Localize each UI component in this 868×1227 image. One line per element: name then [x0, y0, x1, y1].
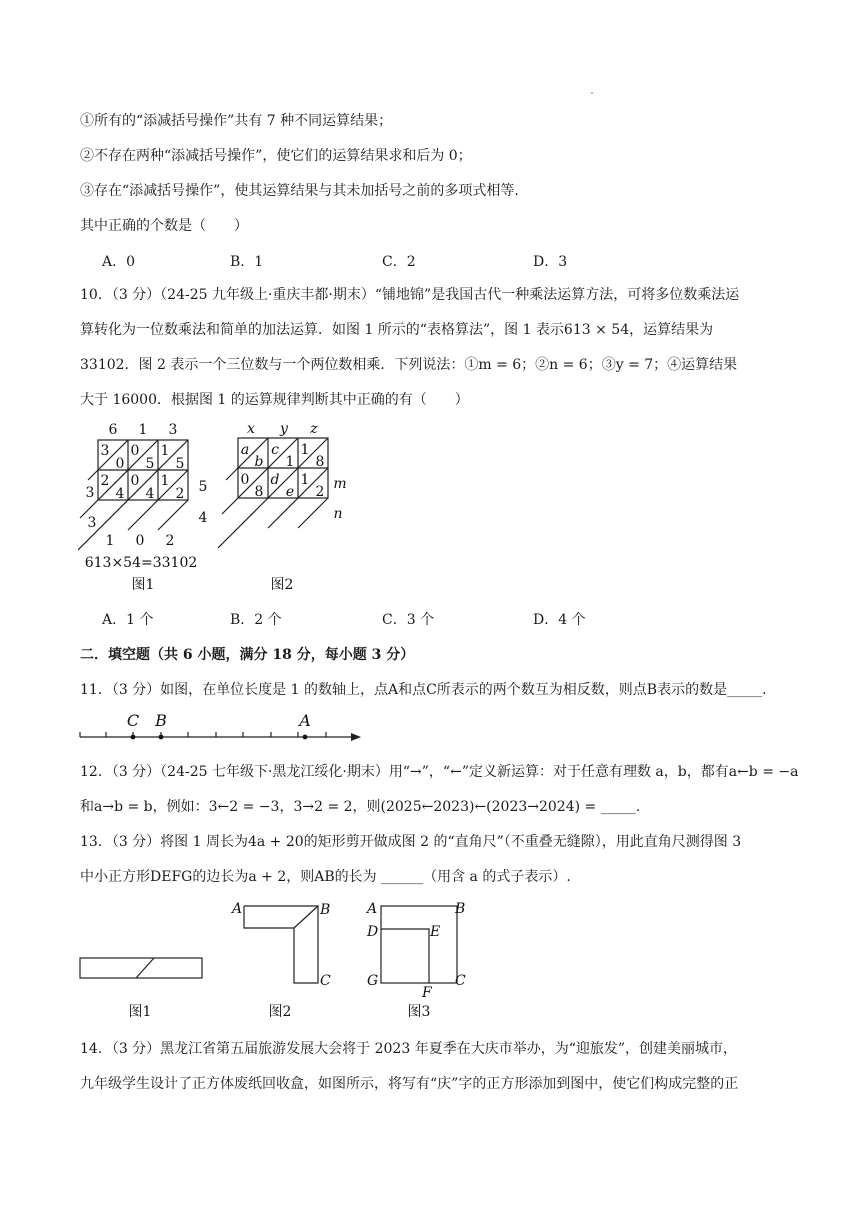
fig3-label-e: E [430, 924, 441, 940]
fig2-cell: e [285, 484, 295, 500]
fig3-label-d: D [367, 924, 379, 940]
fig2-cell: b [254, 454, 264, 470]
q14-line-1: 14．（3 分）黑龙江省第五届旅游发展大会将于 2023 年夏季在大庆市举办，为“迎旅发”，创建美丽城市， [80, 1041, 738, 1057]
fig1-left-digit: 3 [85, 485, 95, 501]
q10-line-4: 大于 16000．根据图 1 的运算规律判断其中正确的有（ ） [80, 392, 469, 408]
q10-option-a: A．1 个 [102, 612, 154, 628]
fig1-cell-digit: 2 [175, 486, 185, 502]
fig2-label-c: C [320, 973, 331, 989]
fig1-cell-digit: 4 [115, 486, 125, 502]
q13-fig3-caption: 图3 [407, 1004, 431, 1020]
fig2-label-a: A [232, 901, 243, 917]
fig2-cell: 1 [300, 442, 310, 458]
fig2-right-var: m [333, 476, 347, 492]
fig2-cell: 8 [254, 484, 264, 500]
q10-option-c: C．3 个 [382, 612, 435, 628]
fig1-right-digit: 4 [198, 510, 208, 526]
fig3-label-f: F [422, 985, 432, 1001]
fig1-cell-digit: 4 [145, 486, 155, 502]
q10-line-3: 33102．图 2 表示一个三位数与一个两位数相乘．下列说法：①m = 6；②n = 6；③y = 7；④运算结果 [80, 357, 738, 373]
q10-option-b: B．2 个 [230, 612, 282, 628]
q10-line-1: 10．（3 分）（24-25 九年级上·重庆丰都·期末）“铺地锦”是我国古代一种乘法运算方法，可将多位数乘法运 [80, 287, 740, 303]
fig1-bottom-digit: 0 [135, 533, 145, 549]
fig1-bottom-digit: 2 [165, 533, 175, 549]
fig2-cell: c [271, 442, 279, 458]
fig2-cell: d [270, 472, 280, 488]
point-c-label: C [126, 711, 140, 730]
fig2-cell: a [240, 442, 250, 458]
point-b-label: B [155, 711, 167, 730]
fig1-top-digit: 1 [138, 422, 148, 438]
fig2-caption: 图2 [270, 577, 294, 593]
fig1-right-digit: 5 [198, 479, 208, 495]
fig1-left-digit: 3 [87, 515, 97, 531]
q13-line-1: 13．（3 分）将图 1 周长为4a + 20的矩形剪开做成图 2 的“直角尺”（不重叠无缝隙），用此直角尺测得图 3 [80, 834, 742, 850]
fig1-cell-digit: 5 [145, 456, 155, 472]
fig2-cell: 2 [315, 484, 325, 500]
fig1-equation: 613×54=33102 [84, 555, 198, 571]
fig1-cell-digit: 1 [160, 473, 170, 489]
fig2-top-var: x [247, 421, 255, 437]
fig1-cell-digit: 0 [130, 443, 140, 459]
fig2-top-var: y [280, 421, 288, 437]
fig2-cell: 1 [300, 472, 310, 488]
q9-statement-1: ①所有的“添减括号操作”共有 7 种不同运算结果； [80, 113, 393, 129]
section-2-title: 二．填空题（共 6 小题，满分 18 分，每小题 3 分） [80, 647, 415, 663]
fig1-top-digit: 3 [168, 422, 178, 438]
fig3-label-g: G [367, 973, 379, 989]
q13-fig2-caption: 图2 [268, 1004, 292, 1020]
number-line [78, 708, 368, 744]
q13-line-2: 中小正方形DEFG的边长为a + 2，则AB的长为 ______（用含 a 的式子表示）. [80, 869, 571, 885]
fig1-bottom-digit: 1 [105, 533, 115, 549]
fig1-cell-digit: 0 [115, 456, 125, 472]
fig3-label-b: B [455, 901, 466, 917]
fig2-label-b: B [320, 902, 331, 918]
fig2-top-var: z [310, 421, 318, 437]
q13-figures [74, 896, 494, 1026]
fig3-label-c: C [455, 973, 466, 989]
q10-line-2: 算转化为一位数乘法和简单的加法运算．如图 1 所示的“表格算法”，图 1 表示613 × 54，运算结果为 [80, 322, 714, 338]
q12-line-1: 12．（3 分）（24-25 七年级下·黑龙江绥化·期末）用“→”，“←”定义新运算：对于任意有理数 a，b，都有a←b = −a [80, 764, 799, 780]
q11-text: 11．（3 分）如图，在单位长度是 1 的数轴上，点A和点C所表示的两个数互为相反数，则点B表示的数是_____. [80, 682, 767, 698]
fig3-label-a: A [367, 901, 378, 917]
q9-question: 其中正确的个数是（ ） [80, 218, 248, 234]
fig1-cell-digit: 5 [175, 456, 185, 472]
fig2-cell: 0 [240, 472, 250, 488]
q9-option-c: C．2 [382, 254, 416, 270]
q10-option-d: D．4 个 [533, 612, 586, 628]
q9-option-d: D．3 [533, 254, 568, 270]
fig1-cell-digit: 2 [100, 473, 110, 489]
q9-statement-2: ②不存在两种“添减括号操作”，使它们的运算结果求和后为 0； [80, 148, 472, 164]
scan-dot [591, 92, 593, 94]
q14-line-2: 九年级学生设计了正方体废纸回收盒，如图所示，将写有“庆”字的正方形添加到图中，使它们构成完整的正 [80, 1076, 739, 1092]
fig2-right-var: n [333, 506, 343, 522]
fig2-cell: 1 [285, 454, 295, 470]
q9-option-a: A．0 [102, 254, 136, 270]
q12-line-2: 和a→b = b，例如：3←2 = −3，3→2 = 2，则(2025←2023)←(2023→2024) = _____. [80, 799, 641, 815]
fig1-caption: 图1 [131, 577, 155, 593]
fig1-cell-digit: 0 [130, 473, 140, 489]
q13-fig1-caption: 图1 [128, 1004, 152, 1020]
lattice-figure-1 [78, 418, 228, 600]
q9-statement-3: ③存在“添减括号操作”，使其运算结果与其未加括号之前的多项式相等. [80, 183, 519, 199]
fig1-cell-digit: 3 [100, 443, 110, 459]
lattice-figure-2 [218, 418, 358, 600]
fig1-top-digit: 6 [108, 422, 118, 438]
fig2-cell: 8 [315, 454, 325, 470]
q9-option-b: B．1 [230, 254, 264, 270]
fig1-cell-digit: 1 [160, 443, 170, 459]
point-a-label: A [299, 711, 311, 730]
